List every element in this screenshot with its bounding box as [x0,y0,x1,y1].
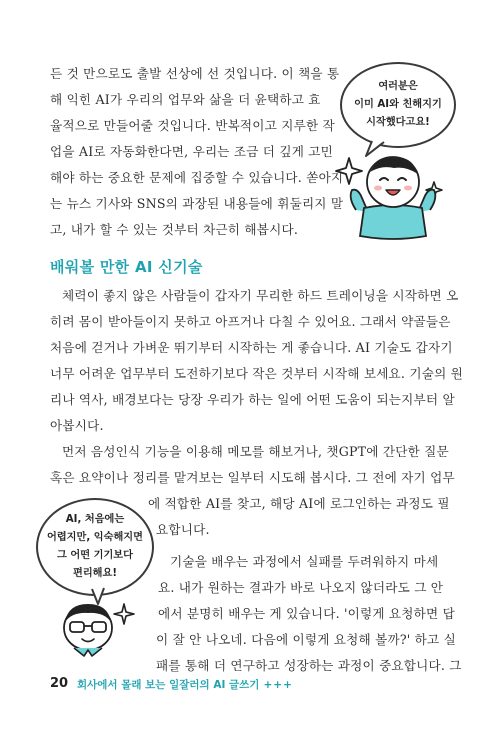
bubble-line: 어렵지만, 익숙해지면 [47,532,143,543]
text-line: 에서 분명히 배우는 게 있습니다. '이렇게 요청하면 답 [158,606,455,621]
text-line: 율적으로 만들어줄 것입니다. 반복적이고 지루한 작 [50,118,335,133]
text-line: 해야 하는 중요한 문제에 집중할 수 있습니다. 쏟아지 [50,170,344,185]
text-line: 든 것 만으로도 출발 선상에 선 것입니다. 이 책을 통 [50,66,340,81]
text-line: 기술을 배우는 과정에서 실패를 두려워하지 마세 [170,554,439,569]
text-line: 히려 몸이 받아들이지 못하고 아프거나 다칠 수 있어요. 그래서 약골들은 [50,314,451,329]
bubble-line: 편리해요! [72,568,117,579]
book-title: 회사에서 몰래 보는 일잘러의 AI 글쓰기 [77,679,260,691]
bubble-line: 그 어떤 기기보다 [57,550,133,561]
text-line: 아봅시다. [50,418,104,433]
text-line: 혹은 요약이나 정리를 맡겨보는 일부터 시도해 봅시다. 그 전에 자기 업무 [50,470,455,485]
text-line: 패를 통해 더 연구하고 성장하는 과정이 중요합니다. 그 [156,658,462,673]
glasses-character-illustration [56,598,136,668]
bubble-line: 여러분은 [378,81,418,92]
page-number: 20 [50,676,69,691]
section-heading: 배워볼 만한 AI 신기술 [50,258,203,276]
text-line: 너무 어려운 업무부터 도전하기보다 작은 것부터 시작해 보세요. 기술의 원 [50,366,463,381]
text-line: 먼저 음성인식 기능을 이용해 메모를 해보거나, 챗GPT에 간단한 질문 [62,444,449,459]
footer-stars: +++ [263,679,293,691]
text-line: 해 익힌 AI가 우리의 업무와 삶을 더 윤택하고 효 [50,92,321,107]
text-line: 이 잘 안 나오네. 다음에 이렇게 요청해 볼까?' 하고 실 [156,632,456,647]
text-line: 요합니다. [156,522,210,537]
bubble-line: AI, 처음에는 [65,514,125,525]
text-line: 요. 내가 원하는 결과가 바로 나오지 않더라도 그 안 [158,580,444,595]
text-line: 는 뉴스 기사와 SNS의 과장된 내용들에 휘둘리지 말 [50,196,344,211]
text-line: 고, 내가 할 수 있는 것부터 차근히 해봅시다. [50,222,299,237]
text-line: 업을 AI로 자동화한다면, 우리는 조금 더 깊게 고민 [50,144,334,159]
text-line: 처음에 걷거나 가벼운 뛰기부터 시작하는 게 좋습니다. AI 기술도 갑자기 [50,340,453,355]
bubble-line: 시작했다고요! [366,117,430,128]
text-line: 에 적합한 AI를 찾고, 해당 AI에 로그인하는 과정도 필 [148,496,450,511]
text-line: 체력이 좋지 않은 사람들이 갑자기 무리한 하드 트레이닝을 시작하면 오 [62,288,459,303]
running-footer [77,677,293,692]
text-line: 리나 역사, 배경보다는 당장 우리가 하는 일에 어떤 도움이 되는지부터 알 [50,392,455,407]
bubble-line: 이미 AI와 친해지기 [354,99,442,110]
